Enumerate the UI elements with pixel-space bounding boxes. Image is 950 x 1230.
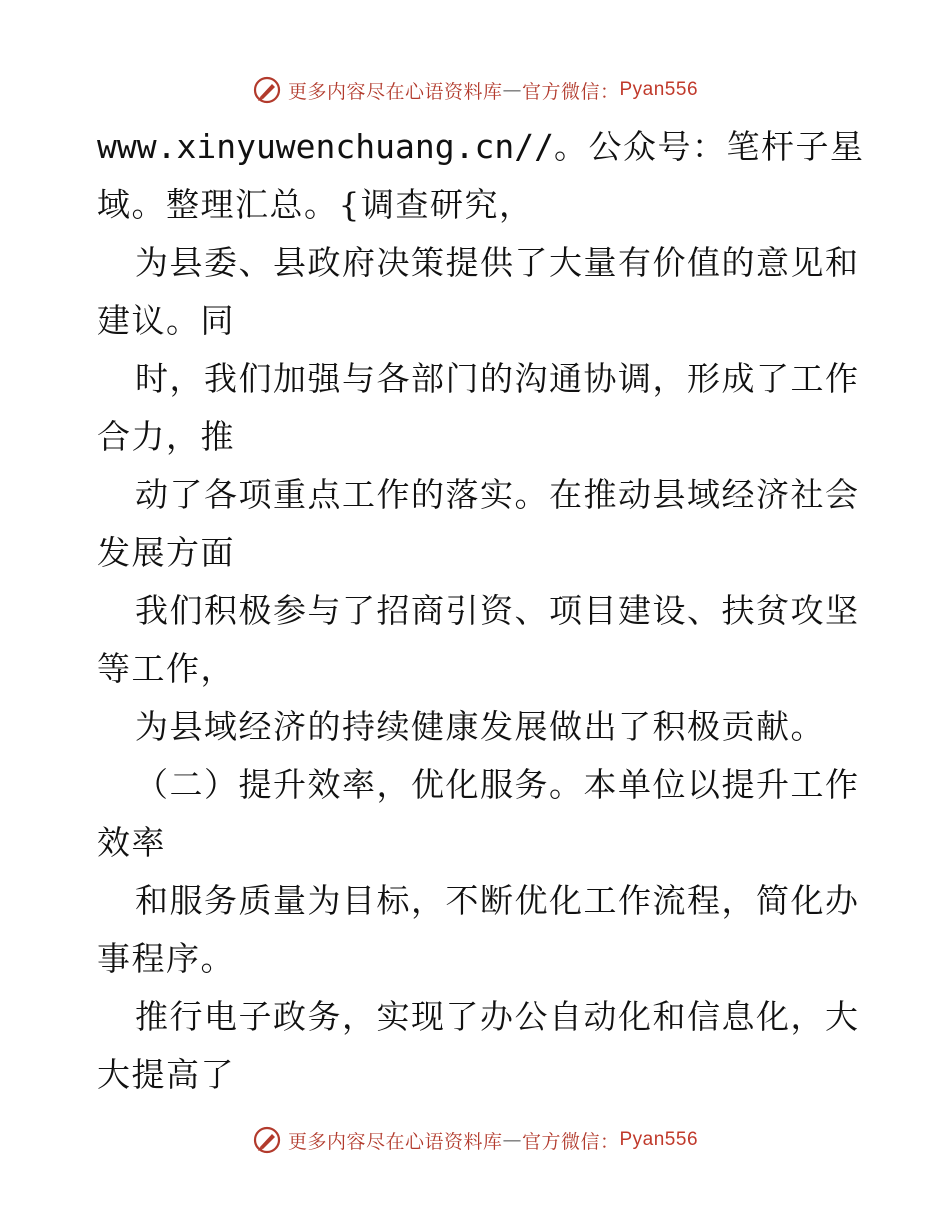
body-line: 为县委、县政府决策提供了大量有价值的意见和: [135, 243, 860, 282]
url-line: [97, 118, 865, 176]
body-line: 发展方面: [97, 533, 235, 572]
url-tail-text: 。公众号：笔杆子星: [553, 127, 865, 166]
document-body: [97, 118, 865, 1104]
body-line: 我们积极参与了招商引资、项目建设、扶贫攻坚: [135, 591, 860, 630]
wechat-id: Pyan556: [619, 1129, 699, 1150]
body-line: 建议。同: [97, 301, 235, 340]
body-line: 和服务质量为目标，不断优化工作流程，简化办: [135, 881, 860, 920]
pen-logo-icon: [252, 1125, 282, 1155]
source-url: www.xinyuwenchuang.cn//: [97, 127, 554, 166]
body-line: 推行电子政务，实现了办公自动化和信息化，大: [135, 997, 860, 1036]
footer-banner: [0, 1120, 950, 1160]
banner-separator: —: [502, 1129, 522, 1151]
body-line: 等工作，: [97, 649, 235, 688]
wechat-label: 官方微信：: [521, 1130, 620, 1153]
banner-separator: —: [502, 79, 522, 101]
body-line: 动了各项重点工作的落实。在推动县域经济社会: [135, 475, 860, 514]
body-line: （二）提升效率，优化服务。本单位以提升工作: [135, 765, 860, 804]
body-line: 合力，推: [97, 417, 235, 456]
body-line: 大提高了: [97, 1055, 235, 1094]
body-line: 时，我们加强与各部门的沟通协调，形成了工作: [135, 359, 860, 398]
wechat-id: Pyan556: [619, 79, 699, 100]
body-line: 域。整理汇总。{调查研究，: [97, 185, 534, 224]
banner-text: 更多内容尽在心语资料库: [287, 1130, 503, 1153]
pen-logo-icon: [252, 75, 282, 105]
banner-text: 更多内容尽在心语资料库: [287, 80, 503, 103]
header-banner: [0, 70, 950, 110]
body-line: 事程序。: [97, 939, 235, 978]
body-line: 为县域经济的持续健康发展做出了积极贡献。: [135, 707, 825, 746]
wechat-label: 官方微信：: [521, 80, 620, 103]
body-line: 效率: [97, 823, 166, 862]
